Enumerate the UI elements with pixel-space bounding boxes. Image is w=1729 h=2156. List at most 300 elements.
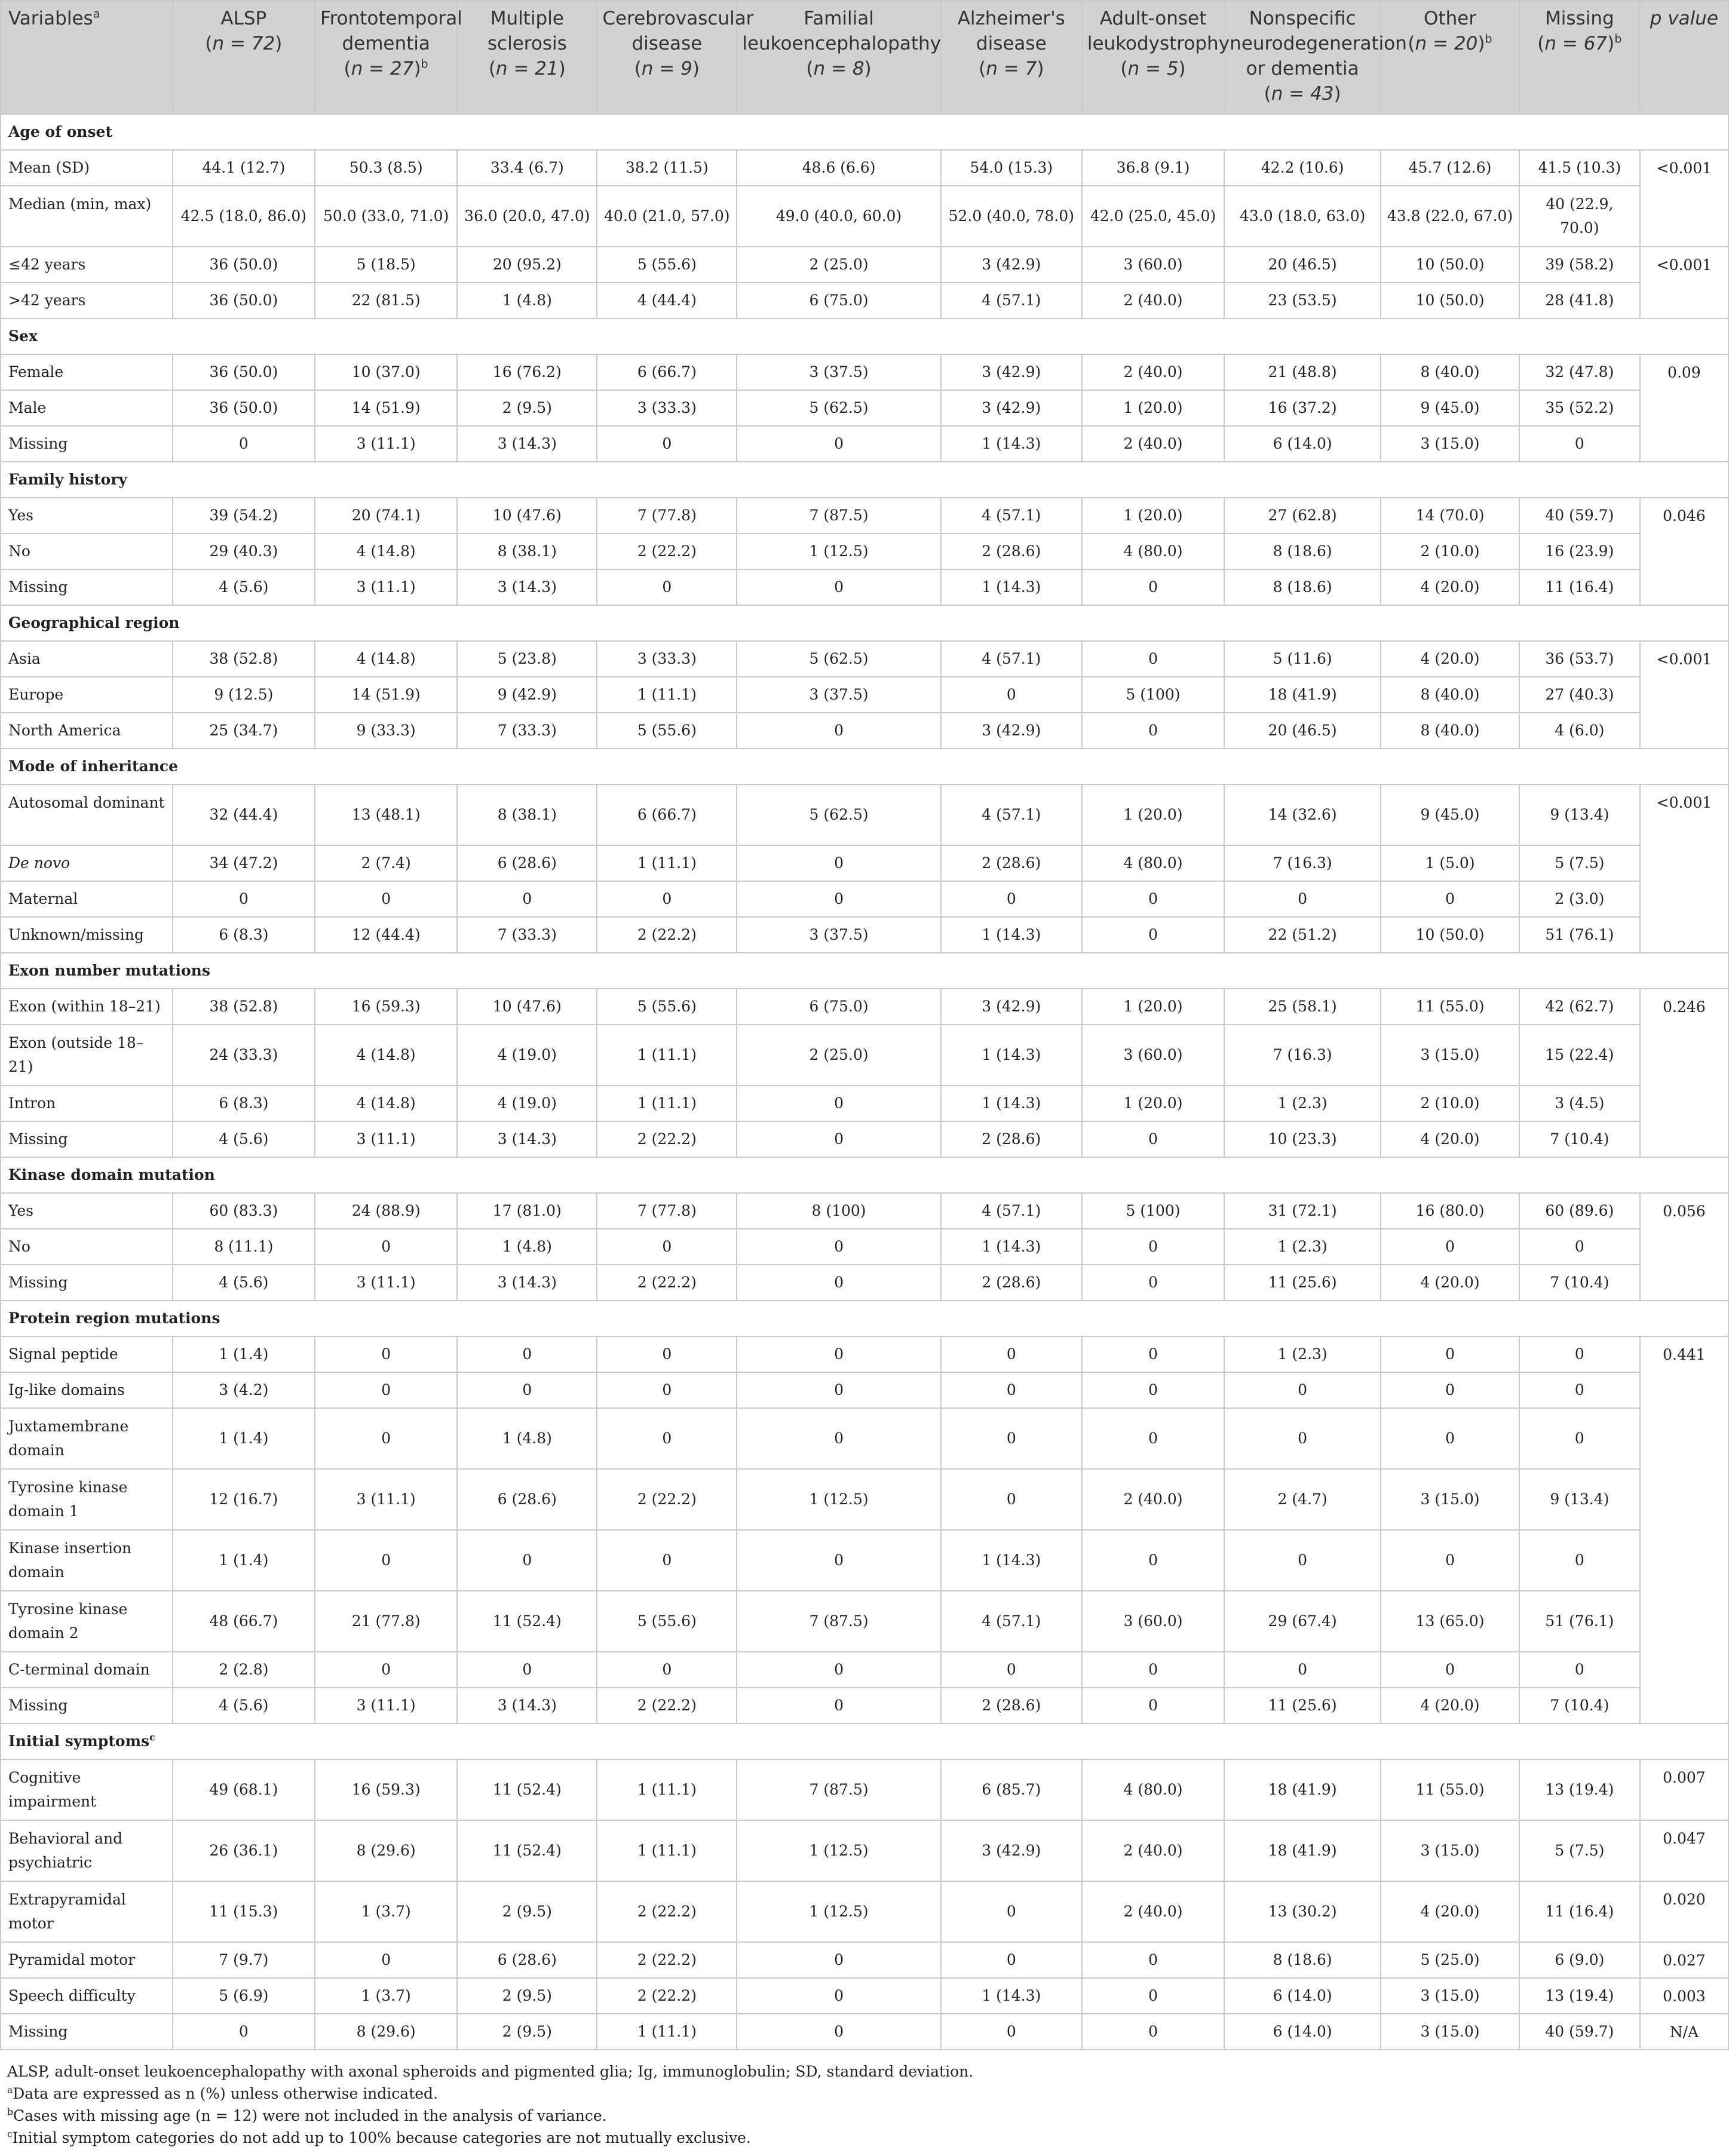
table-cell: 0 xyxy=(315,1372,457,1408)
table-row xyxy=(1,354,1728,390)
table-row xyxy=(1,1265,1728,1301)
table-cell: 2 (9.5) xyxy=(457,1978,597,2014)
table-cell: 1 (12.5) xyxy=(737,533,940,569)
row-label: Juxtamembrane domain xyxy=(1,1408,173,1469)
table-cell: 3 (15.0) xyxy=(1381,1978,1519,2014)
section-title xyxy=(1,318,1728,354)
table-cell: 2 (28.6) xyxy=(941,533,1082,569)
footnote-text: Initial symptom categories do not add up to 100% because categories are not mutually exclusive. xyxy=(12,2129,751,2146)
table-cell: 0 xyxy=(737,1372,940,1408)
table-cell: 5 (55.6) xyxy=(597,1591,737,1652)
table-cell: 3 (37.5) xyxy=(737,677,940,713)
table-cell: 16 (59.3) xyxy=(315,989,457,1025)
table-cell: 3 (15.0) xyxy=(1381,1820,1519,1881)
table-cell: 2 (9.5) xyxy=(457,390,597,426)
table-cell: 52.0 (40.0, 78.0) xyxy=(941,186,1082,247)
section-title-text: Geographical region xyxy=(8,614,180,631)
header-col-sup: b xyxy=(421,57,428,71)
table-cell: 2 (25.0) xyxy=(737,1025,940,1085)
table-cell: 4 (20.0) xyxy=(1381,641,1519,677)
table-cell: 1 (2.3) xyxy=(1224,1336,1381,1372)
table-cell: 6 (66.7) xyxy=(597,354,737,390)
section-title-text: Kinase domain mutation xyxy=(8,1166,215,1183)
p-value-cell: 0.09 xyxy=(1640,354,1728,462)
table-cell: 0 xyxy=(597,881,737,917)
header-col-count: (n = 21) xyxy=(488,58,566,79)
table-cell: 0 xyxy=(737,1085,940,1121)
table-cell: 2 (28.6) xyxy=(941,1265,1082,1301)
table-cell: 41.5 (10.3) xyxy=(1519,150,1640,186)
table-row xyxy=(1,1530,1728,1591)
p-value-cell: <0.001 xyxy=(1640,784,1728,953)
section-row xyxy=(1,318,1728,354)
header-col-count: (n = 43) xyxy=(1264,83,1341,105)
header-col-sup: b xyxy=(1614,32,1622,46)
table-cell: 17 (81.0) xyxy=(457,1193,597,1229)
table-cell: 7 (87.5) xyxy=(737,1591,940,1652)
table-cell: 2 (9.5) xyxy=(457,2014,597,2050)
table-row xyxy=(1,1121,1728,1157)
table-cell: 4 (5.6) xyxy=(173,569,315,605)
table-cell: 4 (57.1) xyxy=(941,283,1082,318)
header-col-n: n = 7 xyxy=(986,58,1037,79)
table-cell: 10 (37.0) xyxy=(315,354,457,390)
table-cell: 0 xyxy=(1224,1372,1381,1408)
table-cell: 11 (15.3) xyxy=(173,1881,315,1942)
row-label: Maternal xyxy=(1,881,173,917)
table-cell: 0 xyxy=(737,1265,940,1301)
table-cell: 4 (20.0) xyxy=(1381,1121,1519,1157)
table-cell: 4 (6.0) xyxy=(1519,713,1640,749)
table-cell: 0 xyxy=(597,426,737,462)
table-cell: 0 xyxy=(1082,1265,1224,1301)
table-cell: 50.0 (33.0, 71.0) xyxy=(315,186,457,247)
table-cell: 0 xyxy=(941,1469,1082,1530)
row-label: Unknown/missing xyxy=(1,917,173,953)
table-cell: 7 (87.5) xyxy=(737,498,940,533)
header-col-count: (n = 20)$^b$ xyxy=(1408,32,1492,54)
table-cell: 14 (51.9) xyxy=(315,390,457,426)
table-cell: 7 (33.3) xyxy=(457,713,597,749)
table-cell: 8 (40.0) xyxy=(1381,354,1519,390)
table-cell: 38.2 (11.5) xyxy=(597,150,737,186)
table-cell: 0 xyxy=(737,426,940,462)
table-cell: 1 (20.0) xyxy=(1082,1085,1224,1121)
section-row xyxy=(1,1301,1728,1336)
table-cell: 3 (11.1) xyxy=(315,1469,457,1530)
footnotes xyxy=(7,2060,1716,2149)
table-row xyxy=(1,390,1728,426)
p-value-cell: 0.047 xyxy=(1640,1820,1728,1881)
table-row xyxy=(1,498,1728,533)
table-cell: 2 (25.0) xyxy=(737,247,940,283)
footnote-marker: c xyxy=(7,2129,13,2140)
table-cell: 1 (11.1) xyxy=(597,1085,737,1121)
p-value-cell: 0.027 xyxy=(1640,1942,1728,1978)
table-row xyxy=(1,1942,1728,1978)
row-label: C-terminal domain xyxy=(1,1652,173,1688)
table-cell: 6 (85.7) xyxy=(941,1759,1082,1820)
table-cell: 3 (42.9) xyxy=(941,1820,1082,1881)
table-cell: 3 (42.9) xyxy=(941,247,1082,283)
table-cell: 8 (40.0) xyxy=(1381,677,1519,713)
row-label: Pyramidal motor xyxy=(1,1942,173,1978)
table-cell: 8 (18.6) xyxy=(1224,569,1381,605)
table-cell: 18 (41.9) xyxy=(1224,1759,1381,1820)
table-cell: 29 (67.4) xyxy=(1224,1591,1381,1652)
table-cell: 16 (37.2) xyxy=(1224,390,1381,426)
table-cell: 0 xyxy=(737,1688,940,1723)
table-cell: 3 (15.0) xyxy=(1381,1025,1519,1085)
footnote-text: Data are expressed as n (%) unless otherwise indicated. xyxy=(13,2085,438,2102)
table-cell: 1 (14.3) xyxy=(941,1229,1082,1265)
table-cell: 1 (11.1) xyxy=(597,1025,737,1085)
p-value-cell: 0.441 xyxy=(1640,1336,1728,1723)
table-cell: 0 xyxy=(1082,1652,1224,1688)
table-cell: 0 xyxy=(597,569,737,605)
table-cell: 0 xyxy=(737,1121,940,1157)
header-col-name: Alzheimer's disease xyxy=(957,8,1065,54)
section-title xyxy=(1,749,1728,784)
table-cell: 2 (10.0) xyxy=(1381,1085,1519,1121)
table-cell: 1 (14.3) xyxy=(941,1530,1082,1591)
table-cell: 5 (25.0) xyxy=(1381,1942,1519,1978)
table-cell: 8 (100) xyxy=(737,1193,940,1229)
table-cell: 0 xyxy=(1519,1530,1640,1591)
table-cell: 2 (3.0) xyxy=(1519,881,1640,917)
table-row xyxy=(1,1469,1728,1530)
row-label: Tyrosine kinase domain 1 xyxy=(1,1469,173,1530)
header-col-1 xyxy=(315,1,462,114)
table-cell: 0 xyxy=(941,2014,1082,2050)
table-row xyxy=(1,989,1728,1025)
table-row xyxy=(1,2014,1728,2050)
table-cell: 5 (23.8) xyxy=(457,641,597,677)
table-cell: 3 (11.1) xyxy=(315,569,457,605)
table-cell: 5 (7.5) xyxy=(1519,1820,1640,1881)
header-col-name: Missing xyxy=(1545,8,1614,29)
table-cell: 0 xyxy=(737,1978,940,2014)
table-cell: 33.4 (6.7) xyxy=(457,150,597,186)
table-cell: 36.0 (20.0, 47.0) xyxy=(457,186,597,247)
row-label: Male xyxy=(1,390,173,426)
section-title xyxy=(1,605,1728,641)
table-cell: 6 (28.6) xyxy=(457,845,597,881)
table-cell: 10 (23.3) xyxy=(1224,1121,1381,1157)
table-cell: 1 (14.3) xyxy=(941,1978,1082,2014)
row-label: Cognitive impairment xyxy=(1,1759,173,1820)
table-cell: 10 (47.6) xyxy=(457,498,597,533)
row-label: Kinase insertion domain xyxy=(1,1530,173,1591)
table-cell: 1 (14.3) xyxy=(941,917,1082,953)
table-cell: 6 (14.0) xyxy=(1224,1978,1381,2014)
header-col-n: n = 8 xyxy=(813,58,865,79)
table-cell: 0 xyxy=(1082,2014,1224,2050)
table-cell: 4 (20.0) xyxy=(1381,1688,1519,1723)
table-cell: 2 (40.0) xyxy=(1082,354,1224,390)
table-cell: 4 (5.6) xyxy=(173,1265,315,1301)
table-cell: 0 xyxy=(737,713,940,749)
row-label: Missing xyxy=(1,2014,173,2050)
table-cell: 0 xyxy=(1519,1372,1640,1408)
table-cell: 0 xyxy=(597,1229,737,1265)
table-cell: 0 xyxy=(737,2014,940,2050)
section-title-text: Age of onset xyxy=(8,123,112,140)
table-cell: 0 xyxy=(737,845,940,881)
section-title-text: Initial symptoms xyxy=(8,1732,150,1750)
table-cell: 3 (42.9) xyxy=(941,390,1082,426)
header-col-n: n = 21 xyxy=(495,58,559,79)
table-cell: 4 (57.1) xyxy=(941,641,1082,677)
table-cell: 2 (22.2) xyxy=(597,1121,737,1157)
row-label: ≤42 years xyxy=(1,247,173,283)
table-cell: 7 (10.4) xyxy=(1519,1265,1640,1301)
table-cell: 9 (13.4) xyxy=(1519,1469,1640,1530)
table-cell: 2 (40.0) xyxy=(1082,1469,1224,1530)
table-cell: 0 xyxy=(1519,426,1640,462)
table-cell: 0 xyxy=(1224,1652,1381,1688)
header-variables xyxy=(1,1,173,114)
table-cell: 1 (14.3) xyxy=(941,1025,1082,1085)
section-row xyxy=(1,953,1728,989)
table-cell: 10 (50.0) xyxy=(1381,283,1519,318)
table-row xyxy=(1,426,1728,462)
table-cell: 20 (95.2) xyxy=(457,247,597,283)
section-row xyxy=(1,749,1728,784)
table-cell: 5 (100) xyxy=(1082,1193,1224,1229)
row-label: No xyxy=(1,1229,173,1265)
table-cell: 11 (16.4) xyxy=(1519,1881,1640,1942)
table-cell: 5 (18.5) xyxy=(315,247,457,283)
table-cell: 7 (10.4) xyxy=(1519,1121,1640,1157)
table-cell: 60 (83.3) xyxy=(173,1193,315,1229)
table-cell: 0 xyxy=(737,1652,940,1688)
table-cell: 1 (4.8) xyxy=(457,1408,597,1469)
p-value-cell: 0.007 xyxy=(1640,1759,1728,1820)
table-cell: 0 xyxy=(1381,1652,1519,1688)
table-cell: 1 (14.3) xyxy=(941,1085,1082,1121)
table-cell: 38 (52.8) xyxy=(173,641,315,677)
row-label: Speech difficulty xyxy=(1,1978,173,2014)
table-cell: 0 xyxy=(941,677,1082,713)
p-value-cell: <0.001 xyxy=(1640,150,1728,247)
table-cell: 0 xyxy=(1082,1372,1224,1408)
table-cell: 36 (50.0) xyxy=(173,354,315,390)
table-cell: 4 (80.0) xyxy=(1082,845,1224,881)
table-cell: 0 xyxy=(1381,1336,1519,1372)
table-cell: 2 (4.7) xyxy=(1224,1469,1381,1530)
table-cell: 0 xyxy=(1224,1530,1381,1591)
table-cell: 5 (11.6) xyxy=(1224,641,1381,677)
table-cell: 40 (59.7) xyxy=(1519,2014,1640,2050)
table-cell: 0 xyxy=(457,1336,597,1372)
header-col-name: Multiple sclerosis xyxy=(487,8,567,54)
table-cell: 3 (11.1) xyxy=(315,426,457,462)
table-cell: 4 (44.4) xyxy=(597,283,737,318)
table-cell: 2 (22.2) xyxy=(597,533,737,569)
table-row xyxy=(1,1336,1728,1372)
table-cell: 9 (12.5) xyxy=(173,677,315,713)
table-cell: 40 (22.9, 70.0) xyxy=(1519,186,1640,247)
table-cell: 34 (47.2) xyxy=(173,845,315,881)
table-cell: 16 (80.0) xyxy=(1381,1193,1519,1229)
table-cell: 3 (14.3) xyxy=(457,1121,597,1157)
section-row xyxy=(1,1157,1728,1193)
table-cell: 2 (10.0) xyxy=(1381,533,1519,569)
table-cell: 1 (2.3) xyxy=(1224,1229,1381,1265)
table-cell: 8 (18.6) xyxy=(1224,533,1381,569)
table-cell: 0 xyxy=(1082,1942,1224,1978)
table-cell: 6 (75.0) xyxy=(737,989,940,1025)
header-col-count: (n = 8) xyxy=(806,58,872,79)
table-cell: 2 (2.8) xyxy=(173,1652,315,1688)
header-col-sup: b xyxy=(1485,32,1492,46)
table-row xyxy=(1,1372,1728,1408)
table-cell: 7 (33.3) xyxy=(457,917,597,953)
table-cell: 0 xyxy=(1224,1408,1381,1469)
table-cell: 8 (11.1) xyxy=(173,1229,315,1265)
table-cell: 0 xyxy=(597,1372,737,1408)
table-cell: 6 (14.0) xyxy=(1224,426,1381,462)
table-cell: 5 (6.9) xyxy=(173,1978,315,2014)
table-cell: 42.0 (25.0, 45.0) xyxy=(1082,186,1224,247)
table-cell: 0 xyxy=(737,1942,940,1978)
table-cell: 16 (59.3) xyxy=(315,1759,457,1820)
table-cell: 0 xyxy=(457,1652,597,1688)
section-title xyxy=(1,1301,1728,1336)
table-cell: 4 (80.0) xyxy=(1082,1759,1224,1820)
table-cell: 1 (11.1) xyxy=(597,677,737,713)
table-cell: 0 xyxy=(1082,1408,1224,1469)
section-title-text: Family history xyxy=(8,471,127,488)
table-cell: 36 (53.7) xyxy=(1519,641,1640,677)
table-cell: 6 (14.0) xyxy=(1224,2014,1381,2050)
row-label: Missing xyxy=(1,1265,173,1301)
table-cell: 4 (14.8) xyxy=(315,1085,457,1121)
table-cell: 7 (87.5) xyxy=(737,1759,940,1820)
table-row xyxy=(1,1881,1728,1942)
table-cell: 5 (62.5) xyxy=(737,641,940,677)
table-cell: 6 (8.3) xyxy=(173,1085,315,1121)
table-cell: 0 xyxy=(1082,713,1224,749)
table-cell: 23 (53.5) xyxy=(1224,283,1381,318)
table-cell: 12 (16.7) xyxy=(173,1469,315,1530)
header-col-n: n = 9 xyxy=(641,58,692,79)
table-row xyxy=(1,569,1728,605)
table-cell: 3 (15.0) xyxy=(1381,1469,1519,1530)
table-cell: 11 (25.6) xyxy=(1224,1688,1381,1723)
section-title xyxy=(1,462,1728,498)
table-cell: 13 (48.1) xyxy=(315,784,457,845)
table-cell: 36 (50.0) xyxy=(173,247,315,283)
table-cell: 1 (20.0) xyxy=(1082,390,1224,426)
table-cell: 7 (16.3) xyxy=(1224,1025,1381,1085)
table-cell: 4 (19.0) xyxy=(457,1085,597,1121)
table-cell: 8 (29.6) xyxy=(315,2014,457,2050)
table-cell: 35 (52.2) xyxy=(1519,390,1640,426)
table-cell: 5 (62.5) xyxy=(737,390,940,426)
table-cell: 0 xyxy=(737,1530,940,1591)
table-cell: 14 (70.0) xyxy=(1381,498,1519,533)
table-cell: 0 xyxy=(1381,1408,1519,1469)
table-row xyxy=(1,283,1728,318)
table-cell: 36 (50.0) xyxy=(173,390,315,426)
table-cell: 3 (33.3) xyxy=(597,390,737,426)
p-value-cell: <0.001 xyxy=(1640,247,1728,318)
table-cell: 7 (9.7) xyxy=(173,1942,315,1978)
table-cell: 36.8 (9.1) xyxy=(1082,150,1224,186)
table-cell: 3 (33.3) xyxy=(597,641,737,677)
table-cell: 16 (76.2) xyxy=(457,354,597,390)
table-cell: 0 xyxy=(173,881,315,917)
table-cell: 0 xyxy=(173,2014,315,2050)
table-cell: 2 (22.2) xyxy=(597,1469,737,1530)
header-col-n: n = 20 xyxy=(1415,33,1478,54)
table-row xyxy=(1,150,1728,186)
table-cell: 6 (75.0) xyxy=(737,283,940,318)
table-cell: 0 xyxy=(737,569,940,605)
header-col-name: Cerebrovascular disease xyxy=(602,8,754,54)
table-cell: 3 (42.9) xyxy=(941,989,1082,1025)
table-cell: 14 (32.6) xyxy=(1224,784,1381,845)
row-label: North America xyxy=(1,713,173,749)
table-cell: 0 xyxy=(1082,1121,1224,1157)
header-col-n: n = 43 xyxy=(1271,83,1334,105)
row-label: Behavioral and psychiatric xyxy=(1,1820,173,1881)
section-title xyxy=(1,1157,1728,1193)
table-cell: 0 xyxy=(315,1530,457,1591)
row-label: Asia xyxy=(1,641,173,677)
row-label: >42 years xyxy=(1,283,173,318)
table-cell: 22 (51.2) xyxy=(1224,917,1381,953)
table-cell: 8 (40.0) xyxy=(1381,713,1519,749)
header-col-name: Adult-onset leukodystrophy xyxy=(1087,8,1230,54)
table-row xyxy=(1,845,1728,881)
table-cell: 42.5 (18.0, 86.0) xyxy=(173,186,315,247)
table-cell: 0 xyxy=(941,1372,1082,1408)
table-row xyxy=(1,1688,1728,1723)
table-cell: 0 xyxy=(1381,881,1519,917)
table-cell: 9 (33.3) xyxy=(315,713,457,749)
header-col-count: (n = 7) xyxy=(979,58,1044,79)
table-cell: 5 (55.6) xyxy=(597,247,737,283)
section-title xyxy=(1,1723,1728,1759)
table-cell: 40.0 (21.0, 57.0) xyxy=(597,186,737,247)
table-cell: 8 (38.1) xyxy=(457,784,597,845)
table-cell: 21 (77.8) xyxy=(315,1591,457,1652)
table-cell: 10 (50.0) xyxy=(1381,917,1519,953)
table-cell: 3 (37.5) xyxy=(737,354,940,390)
table-cell: 2 (22.2) xyxy=(597,1881,737,1942)
table-cell: 0 xyxy=(1519,1408,1640,1469)
table-cell: 0 xyxy=(1519,1229,1640,1265)
table-cell: 4 (14.8) xyxy=(315,533,457,569)
header-col-n: n = 72 xyxy=(212,33,275,54)
table-cell: 3 (60.0) xyxy=(1082,247,1224,283)
header-col-count: (n = 9) xyxy=(634,58,700,79)
table-cell: 1 (1.4) xyxy=(173,1336,315,1372)
table-cell: 26 (36.1) xyxy=(173,1820,315,1881)
header-col-3 xyxy=(597,1,754,114)
row-label: No xyxy=(1,533,173,569)
section-title-text: Sex xyxy=(8,327,38,345)
section-row xyxy=(1,1723,1728,1759)
table-cell: 48.6 (6.6) xyxy=(737,150,940,186)
table-cell: 29 (40.3) xyxy=(173,533,315,569)
section-title xyxy=(1,114,1728,150)
row-label: Intron xyxy=(1,1085,173,1121)
table-row xyxy=(1,784,1728,845)
